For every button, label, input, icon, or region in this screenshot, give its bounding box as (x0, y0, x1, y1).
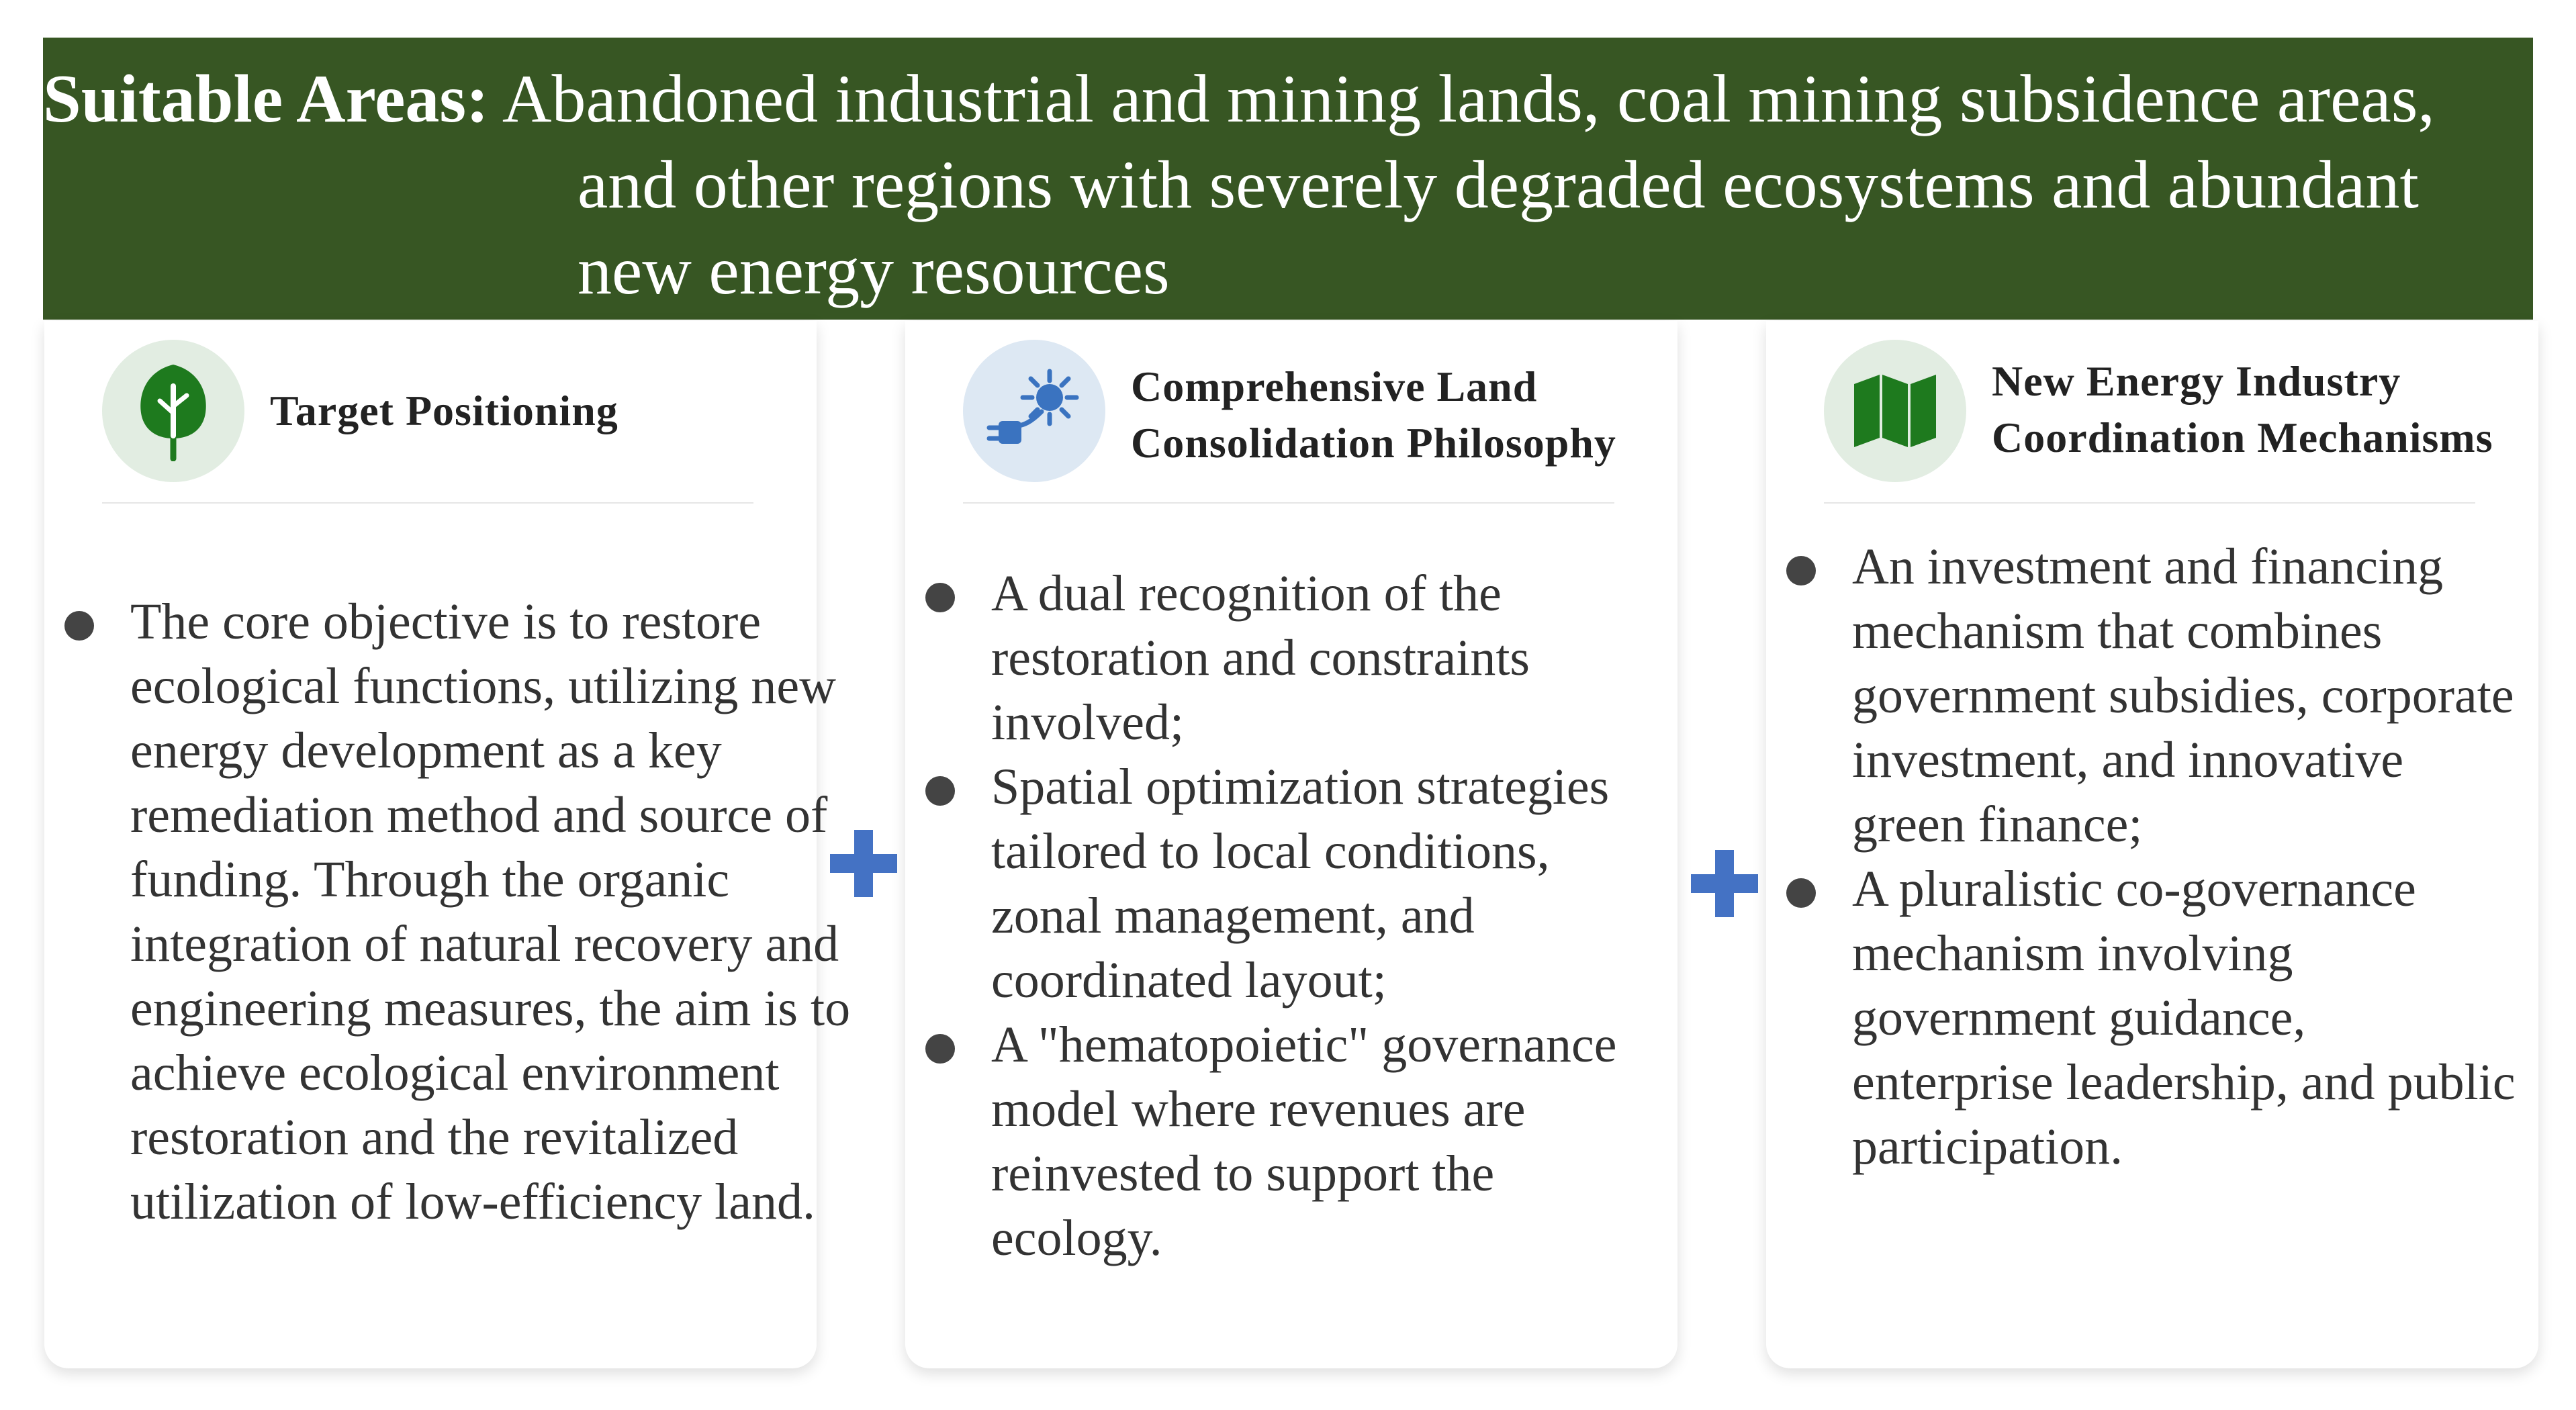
card-title-line: New Energy Industry (1992, 357, 2401, 405)
banner-text (43, 56, 2487, 314)
card-land-consolidation (905, 321, 1677, 1368)
bullet-text: A "hematopoietic" governance model where revenues are reinvested to support the ecology. (991, 1017, 1617, 1266)
bullet-dot (925, 1034, 955, 1064)
bullet-text: A pluralistic co-governance mechanism involving government guidance, enterprise leadership, and public participation. (1852, 861, 2516, 1175)
bullet-text: A dual recognition of the restoration and constraints involved; (991, 565, 1530, 751)
card-target-positioning (44, 321, 851, 1368)
bullet-list (1766, 534, 2538, 1179)
map-icon-badge (1824, 340, 1966, 482)
plus-icon (830, 830, 897, 897)
bullet-dot (1786, 878, 1816, 908)
card-title-line: Coordination Mechanisms (1992, 414, 2493, 461)
card-title-line: Comprehensive Land (1131, 363, 1538, 410)
bullet-item (905, 561, 1677, 755)
tree-icon-badge (102, 340, 244, 482)
bullet-dot (1786, 556, 1816, 585)
plus-icon (1691, 850, 1758, 917)
bullet-list (905, 561, 1677, 1270)
card-coordination-mechanisms (1766, 321, 2538, 1368)
bullet-text: The core objective is to restore ecological functions, utilizing new energy development as a key remediation method and source of funding. Through the organic integration of natural recovery and engineering measures, the aim is to achieve ecological environment restoration and the revitalized utilization of low-efficiency land. (130, 594, 851, 1230)
divider (102, 502, 753, 504)
divider (1824, 502, 2475, 504)
bullet-dot (64, 611, 94, 641)
card-title (270, 383, 618, 439)
card-title (1992, 353, 2493, 466)
tree-icon (133, 361, 214, 461)
bullet-item (1766, 534, 2538, 857)
bullet-item (905, 755, 1677, 1013)
bullet-list (44, 590, 851, 1234)
suitable-areas-banner (43, 38, 2533, 320)
banner-label: Suitable Areas: (43, 61, 489, 137)
solar-plug-icon-badge (963, 340, 1105, 482)
bullet-dot (925, 776, 955, 806)
card-title-line: Target Positioning (270, 387, 618, 434)
divider (963, 502, 1614, 504)
map-icon (1851, 371, 1939, 451)
bullet-item (905, 1013, 1677, 1270)
banner-description: Abandoned industrial and mining lands, coal mining subsidence areas, and other regions with severely degraded ecosystems and abundant new energy resources (502, 61, 2435, 309)
bullet-text: Spatial optimization strategies tailored to local conditions, zonal management, and coordinated layout; (991, 759, 1610, 1008)
bullet-item (1766, 857, 2538, 1179)
bullet-text: An investment and financing mechanism that combines government subsidies, corporate investment, and innovative green finance; (1852, 538, 2514, 853)
bullet-dot (925, 583, 955, 612)
bullet-item (44, 590, 870, 1234)
card-title-line: Consolidation Philosophy (1131, 419, 1616, 467)
card-title (1131, 359, 1616, 471)
solar-plug-icon (984, 361, 1085, 461)
